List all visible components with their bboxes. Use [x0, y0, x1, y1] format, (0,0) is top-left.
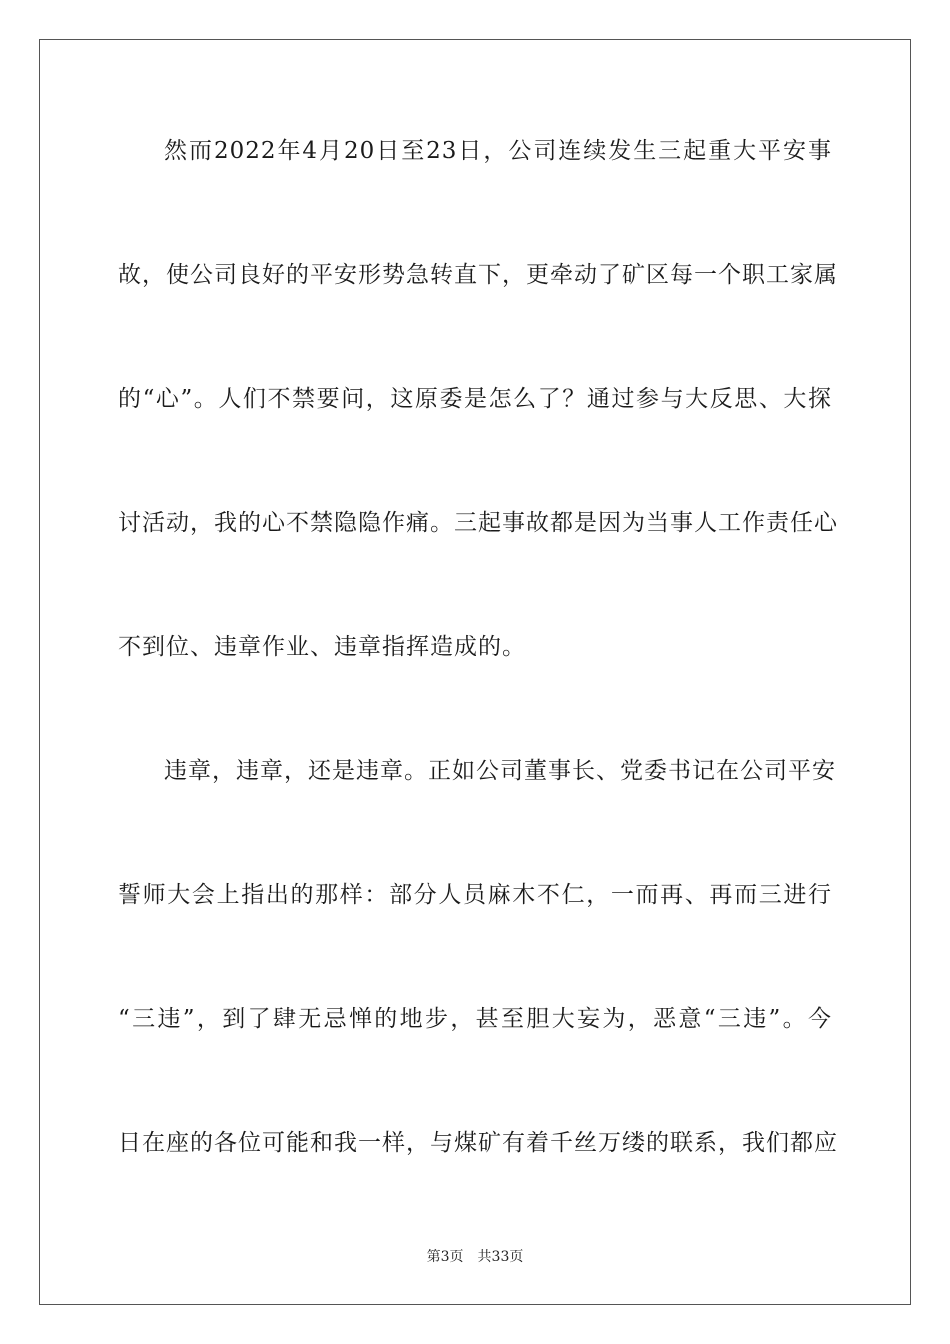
paragraph-1-line-5: 不到位、违章作业、违章指挥造成的。 [118, 634, 526, 660]
paragraph-1-line-1: 然而2022年4月20日至23日，公司连续发生三起重大平安事 [164, 138, 832, 164]
paragraph-1-line-2: 故，使公司良好的平安形势急转直下，更牵动了矿区每一个职工家属 [118, 262, 838, 288]
paragraph-2-line-4: 日在座的各位可能和我一样，与煤矿有着千丝万缕的联系，我们都应 [118, 1130, 838, 1156]
paragraph-2-line-2: 誓师大会上指出的那样：部分人员麻木不仁，一而再、再而三进行 [118, 882, 832, 908]
page-border [39, 39, 911, 1305]
paragraph-1-line-4: 讨活动，我的心不禁隐隐作痛。三起事故都是因为当事人工作责任心 [118, 510, 838, 536]
page-footer [0, 1248, 950, 1266]
paragraph-1-line-3: 的“心”。人们不禁要问，这原委是怎么了？通过参与大反思、大探 [118, 386, 832, 412]
page-number: 第3页 [426, 1249, 464, 1265]
paragraph-2-line-1: 违章，违章，还是违章。正如公司董事长、党委书记在公司平安 [164, 758, 836, 784]
page-total: 共33页 [477, 1249, 524, 1265]
paragraph-2-line-3: “三违”，到了肆无忌惮的地步，甚至胆大妄为，恶意“三违”。今 [118, 1006, 832, 1032]
